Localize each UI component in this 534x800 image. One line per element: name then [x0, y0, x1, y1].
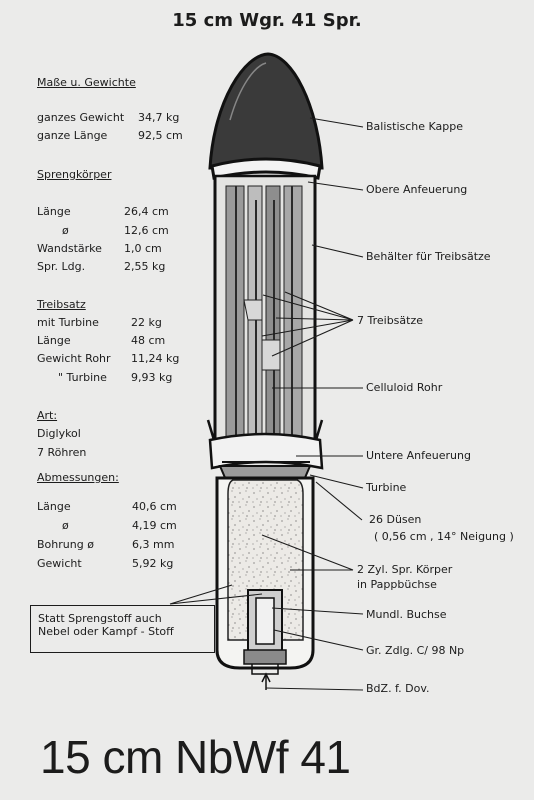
diagram-title: 15 cm Wgr. 41 Spr. — [172, 10, 362, 31]
spec-label: Länge — [37, 205, 71, 218]
spec-label: Wandstärke — [37, 242, 102, 255]
callout-upper-igniter: Obere Anfeuerung — [366, 183, 468, 196]
spec-label: ø — [62, 224, 69, 237]
spec-value: 2,55 kg — [124, 260, 166, 273]
spec-label: mit Turbine — [37, 316, 99, 329]
art-header: Art: — [37, 409, 58, 422]
spec-label: Länge — [37, 334, 71, 347]
treibsatz-header: Treibsatz — [37, 298, 86, 311]
callout-cardboard-case: in Pappbüchse — [357, 578, 437, 591]
note-line: Nebel oder Kampf - Stoff — [38, 625, 174, 638]
spec-value: 48 cm — [131, 334, 166, 347]
callout-nozzle-spec: ( 0,56 cm , 14° Neigung ) — [374, 530, 514, 543]
spec-label: Gewicht Rohr — [37, 352, 111, 365]
callout-propellant-charges: 7 Treibsätze — [357, 314, 424, 327]
spec-label: ganzes Gewicht — [37, 111, 125, 124]
callout-fuze: Gr. Zdlg. C/ 98 Np — [366, 644, 465, 657]
callout-propellant-container: Behälter für Treibsätze — [366, 250, 491, 263]
note-line: Statt Sprengstoff auch — [38, 612, 162, 625]
callout-fuze-socket: Mundl. Buchse — [366, 608, 447, 621]
callout-ballistic-cap: Balistische Kappe — [366, 120, 464, 133]
callout-explosive-bodies: 2 Zyl. Spr. Körper — [357, 563, 453, 576]
spec-value: 92,5 cm — [138, 129, 183, 142]
spec-label: Spr. Ldg. — [37, 260, 86, 273]
spec-value: 22 kg — [131, 316, 162, 329]
spec-label: Bohrung ø — [37, 538, 94, 551]
callout-lower-igniter: Untere Anfeuerung — [366, 449, 471, 462]
spec-value: 11,24 kg — [131, 352, 180, 365]
spec-value: 9,93 kg — [131, 371, 173, 384]
art-line: 7 Röhren — [37, 446, 87, 459]
callout-turbine: Turbine — [366, 481, 407, 494]
spec-value: 26,4 cm — [124, 205, 169, 218]
spec-value: 12,6 cm — [124, 224, 169, 237]
spec-value: 40,6 cm — [132, 500, 177, 513]
spec-label: ø — [62, 519, 69, 532]
abmessungen-header: Abmessungen: — [37, 471, 119, 484]
spec-value: 6,3 mm — [132, 538, 175, 551]
spec-value: 1,0 cm — [124, 242, 162, 255]
callout-base-detonator: BdZ. f. Dov. — [366, 682, 430, 695]
ballistic-cap — [210, 54, 322, 168]
spec-value: 5,92 kg — [132, 557, 174, 570]
callout-nozzles: 26 Düsen — [369, 513, 422, 526]
spec-label: ganze Länge — [37, 129, 108, 142]
art-line: Diglykol — [37, 427, 81, 440]
sprengkoerper-header: Sprengkörper — [37, 168, 112, 181]
spec-label: " Turbine — [58, 371, 107, 384]
spec-value: 4,19 cm — [132, 519, 177, 532]
spec-label: Gewicht — [37, 557, 82, 570]
spec-value: 34,7 kg — [138, 111, 180, 124]
callout-celluloid-tube: Celluloid Rohr — [366, 381, 443, 394]
weapon-name: 15 cm NbWf 41 — [40, 731, 351, 783]
spec-label: Länge — [37, 500, 71, 513]
masse-header: Maße u. Gewichte — [37, 76, 136, 89]
